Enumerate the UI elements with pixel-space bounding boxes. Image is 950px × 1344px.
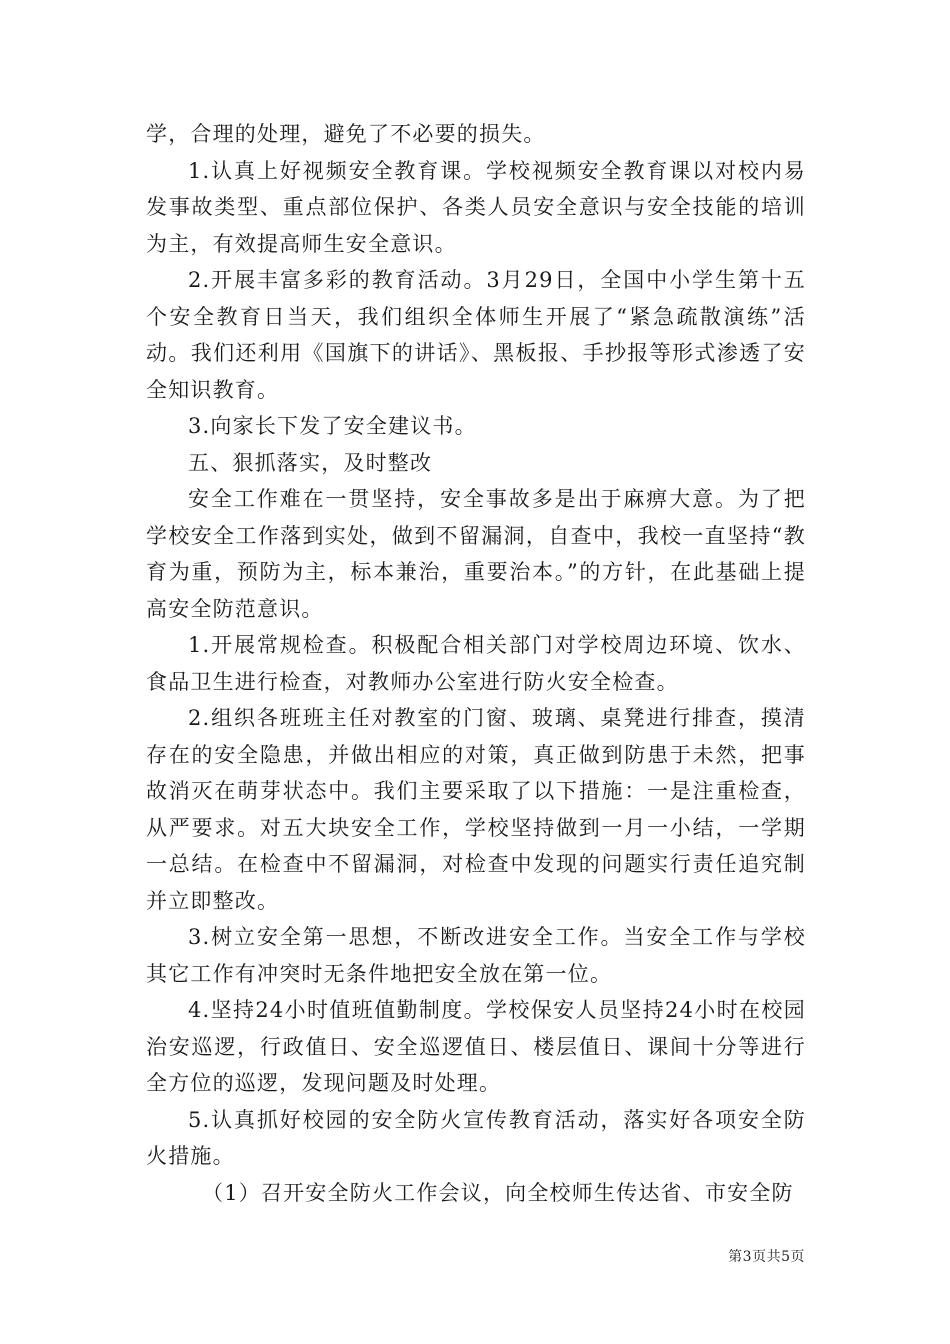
paragraph-video-safety-class: 1.认真上好视频安全教育课。学校视频安全教育课以对校内易发事故类型、重点部位保护、各类人员安全意识与安全技能的培训为主，有效提高师生安全意识。: [146, 158, 806, 256]
document-body: [146, 116, 806, 1211]
paragraph-fire-meeting: （1）召开安全防火工作会议，向全校师生传达省、市安全防: [202, 1180, 794, 1205]
section-heading-five: 五、狠抓落实，及时整改: [188, 450, 433, 475]
paragraph-classroom-check: 2.组织各班班主任对教室的门窗、玻璃、桌凳进行排查，摸清存在的安全隐患，并做出相应的对策，真正做到防患于未然，把事故消灭在萌芽状态中。我们主要采取了以下措施：一是注重检查，从严要求。对五大块安全工作，学校坚持做到一月一小结，一学期一总结。在检查中不留漏洞，对检查中发现的问题实行责任追究制并立即整改。: [146, 706, 806, 913]
paragraph-fire-education: 5.认真抓好校园的安全防火宣传教育活动，落实好各项安全防火措施。: [146, 1107, 806, 1168]
paragraph-education-activities: 2.开展丰富多彩的教育活动。3月29日，全国中小学生第十五个安全教育日当天，我们组织全体师生开展了“紧急疏散演练”活动。我们还利用《国旗下的讲话》、黑板报、手抄报等形式渗透了安全知识教育。: [146, 268, 806, 402]
paragraph-safety-persistence: 安全工作难在一贯坚持，安全事故多是出于麻痹大意。为了把学校安全工作落到实处，做到不留漏洞，自查中，我校一直坚持“教育为重，预防为主，标本兼治，重要治本。”的方针，在此基础上提高安全防范意识。: [146, 487, 806, 621]
page-number-footer: 第3页共5页: [728, 1249, 805, 1265]
paragraph-continuation: 学，合理的处理，避免了不必要的损失。: [146, 122, 546, 146]
paragraph-24h-duty: 4.坚持24小时值班值勤制度。学校保安人员坚持24小时在校园治安巡逻，行政值日、安全巡逻值日、楼层值日、课间十分等进行全方位的巡逻，发现问题及时处理。: [146, 998, 806, 1095]
paragraph-routine-inspection: 1.开展常规检查。积极配合相关部门对学校周边环境、饮水、食品卫生进行检查，对教师办公室进行防火安全检查。: [146, 633, 806, 694]
paragraph-safety-first: 3.树立安全第一思想，不断改进安全工作。当安全工作与学校其它工作有冲突时无条件地把安全放在第一位。: [146, 925, 806, 986]
paragraph-parent-letter: 3.向家长下发了安全建议书。: [188, 414, 477, 438]
